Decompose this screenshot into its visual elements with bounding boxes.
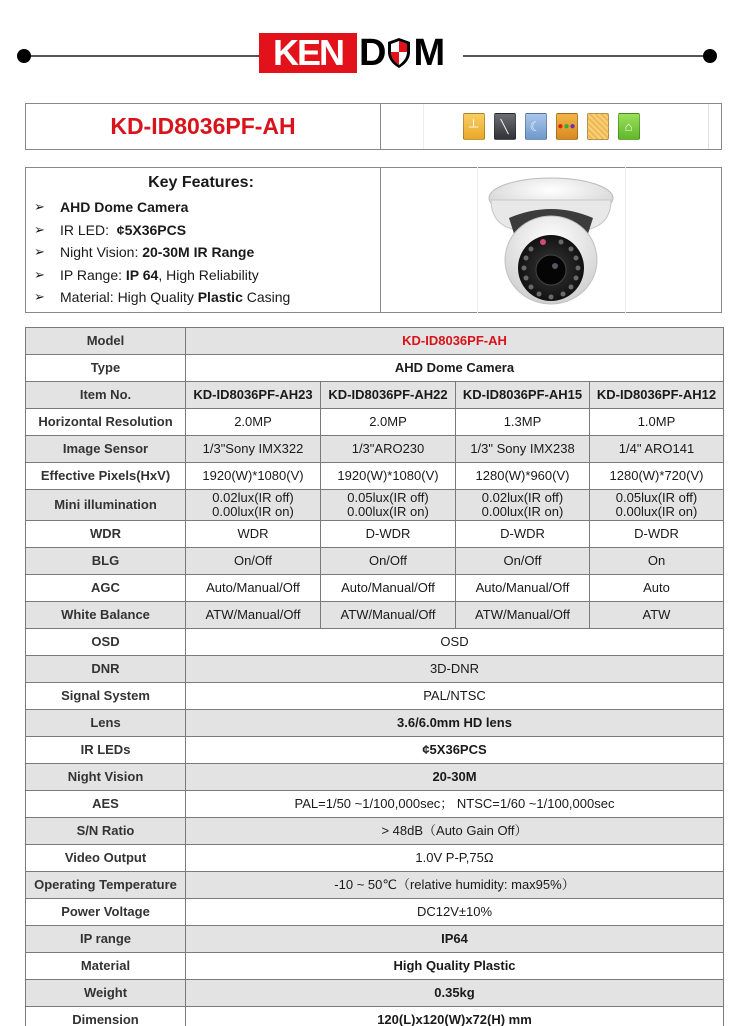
table-row bbox=[26, 737, 724, 764]
row-label: BLG bbox=[26, 548, 186, 575]
row-label: Item No. bbox=[26, 382, 186, 409]
table-row bbox=[26, 926, 724, 953]
feature-text: , High Reliability bbox=[158, 266, 259, 283]
table-cell: 1/3"Sony IMX322 bbox=[186, 436, 321, 463]
feature-text: Material: High Quality bbox=[60, 289, 198, 305]
illum-ir-on: 0.00lux(IR on) bbox=[615, 504, 698, 519]
table-cell: 3D-DNR bbox=[186, 656, 724, 683]
row-label: Model bbox=[26, 328, 186, 355]
feature-item bbox=[34, 241, 380, 264]
table-cell: ATW/Manual/Off bbox=[456, 602, 590, 629]
row-label: IR LEDs bbox=[26, 737, 186, 764]
feature-item bbox=[34, 286, 380, 309]
illum-ir-on: 0.00lux(IR on) bbox=[212, 504, 294, 519]
logo-dom-text bbox=[357, 33, 444, 73]
row-label: OSD bbox=[26, 629, 186, 656]
texture-icon bbox=[587, 113, 609, 140]
feature-item bbox=[34, 264, 380, 287]
table-row bbox=[26, 953, 724, 980]
table-row bbox=[26, 382, 724, 409]
table-cell: 3.6/6.0mm HD lens bbox=[186, 710, 724, 737]
mount-icon: ┴ bbox=[463, 113, 485, 140]
illum-ir-off: 0.05lux(IR off) bbox=[347, 490, 429, 505]
outdoor-icon: ⌂ bbox=[618, 113, 640, 140]
shield-icon bbox=[386, 37, 412, 69]
table-cell: WDR bbox=[186, 521, 321, 548]
row-label: Type bbox=[26, 355, 186, 382]
feature-item bbox=[34, 196, 380, 219]
table-cell: > 48dB（Auto Gain Off） bbox=[186, 818, 724, 845]
arrow-bullet-icon: ➢ bbox=[34, 199, 45, 214]
camera-product-image bbox=[477, 167, 626, 313]
key-features-list bbox=[34, 196, 380, 309]
table-row bbox=[26, 980, 724, 1007]
row-label: Image Sensor bbox=[26, 436, 186, 463]
kendom-logo bbox=[259, 33, 463, 73]
row-label: Power Voltage bbox=[26, 899, 186, 926]
feature-text: IR LED: bbox=[60, 221, 117, 238]
table-cell: Auto/Manual/Off bbox=[456, 575, 590, 602]
row-label: Dimension bbox=[26, 1007, 186, 1026]
table-cell: On bbox=[590, 548, 724, 575]
table-cell: 1/3" Sony IMX238 bbox=[456, 436, 590, 463]
feature-bold-text: ¢5X36PCS bbox=[116, 221, 187, 238]
table-cell: 1280(W)*720(V) bbox=[590, 463, 724, 490]
table-row bbox=[26, 764, 724, 791]
model-title: KD-ID8036PF-AH bbox=[26, 104, 381, 149]
table-row bbox=[26, 436, 724, 463]
table-cell: 1/3"ARO230 bbox=[321, 436, 456, 463]
table-row bbox=[26, 872, 724, 899]
table-row bbox=[26, 845, 724, 872]
table-row bbox=[26, 1007, 724, 1026]
row-label: Effective Pixels(HxV) bbox=[26, 463, 186, 490]
table-cell: D-WDR bbox=[590, 521, 724, 548]
table-cell: On/Off bbox=[456, 548, 590, 575]
feature-item bbox=[34, 219, 380, 242]
key-features-heading: Key Features: bbox=[148, 174, 254, 191]
table-cell: 1920(W)*1080(V) bbox=[186, 463, 321, 490]
feature-bold-text: AHD Dome Camera bbox=[60, 199, 189, 215]
table-row bbox=[26, 629, 724, 656]
table-cell: 2.0MP bbox=[321, 409, 456, 436]
row-label: IP range bbox=[26, 926, 186, 953]
illum-ir-on: 0.00lux(IR on) bbox=[347, 504, 429, 519]
tool-icon: ╲ bbox=[494, 113, 516, 140]
feature-bold-text: 20-30M IR Range bbox=[142, 244, 255, 260]
feature-text: Casing bbox=[242, 289, 291, 305]
table-cell: 1/4" ARO141 bbox=[590, 436, 724, 463]
row-label: Horizontal Resolution bbox=[26, 409, 186, 436]
table-cell: 120(L)x120(W)x72(H) mm bbox=[186, 1007, 724, 1026]
table-row bbox=[26, 656, 724, 683]
table-cell: OSD bbox=[186, 629, 724, 656]
item-no-cell: KD-ID8036PF-AH22 bbox=[321, 382, 456, 409]
row-label: Lens bbox=[26, 710, 186, 737]
day-night-icon: ☾ bbox=[525, 113, 547, 140]
table-cell: -10 ~ 50℃（relative humidity: max95%） bbox=[186, 872, 724, 899]
table-cell: On/Off bbox=[321, 548, 456, 575]
illum-ir-off: 0.02lux(IR off) bbox=[481, 490, 564, 505]
illum-ir-off: 0.02lux(IR off) bbox=[212, 490, 294, 505]
table-cell bbox=[321, 490, 456, 521]
table-row bbox=[26, 355, 724, 382]
table-row bbox=[26, 899, 724, 926]
row-label: WDR bbox=[26, 521, 186, 548]
feature-text: Night Vision: bbox=[60, 244, 143, 260]
dome-camera-icon bbox=[481, 170, 621, 310]
table-cell: On/Off bbox=[186, 548, 321, 575]
logo-ken-text: KEN bbox=[259, 33, 357, 73]
table-cell: ATW/Manual/Off bbox=[321, 602, 456, 629]
item-no-cell: KD-ID8036PF-AH15 bbox=[456, 382, 590, 409]
row-label: Material bbox=[26, 953, 186, 980]
table-row bbox=[26, 521, 724, 548]
illum-ir-on: 0.00lux(IR on) bbox=[481, 504, 564, 519]
table-cell bbox=[456, 490, 590, 521]
rgb-icon: ● ● ● bbox=[556, 113, 578, 140]
key-features-box bbox=[25, 167, 722, 313]
row-label: Night Vision bbox=[26, 764, 186, 791]
spec-table bbox=[25, 327, 724, 1026]
divider-dot-right bbox=[703, 49, 717, 63]
logo-letter-d: D bbox=[359, 32, 386, 74]
table-cell: 20-30M bbox=[186, 764, 724, 791]
row-label: Weight bbox=[26, 980, 186, 1007]
feature-text: IP Range: bbox=[60, 266, 126, 283]
table-cell bbox=[590, 490, 724, 521]
table-cell: Auto bbox=[590, 575, 724, 602]
row-label: Mini illumination bbox=[26, 490, 186, 521]
table-row bbox=[26, 409, 724, 436]
logo-letter-m: M bbox=[413, 32, 445, 74]
row-label: Operating Temperature bbox=[26, 872, 186, 899]
table-row bbox=[26, 710, 724, 737]
table-cell: Auto/Manual/Off bbox=[321, 575, 456, 602]
arrow-bullet-icon: ➢ bbox=[34, 266, 45, 282]
table-cell: 1280(W)*960(V) bbox=[456, 463, 590, 490]
table-cell: 1.0V P-P,75Ω bbox=[186, 845, 724, 872]
feature-bold-text: Plastic bbox=[197, 289, 243, 305]
table-cell: 1.0MP bbox=[590, 409, 724, 436]
table-cell: PAL=1/50 ~1/100,000sec； NTSC=1/60 ~1/100,000sec bbox=[186, 791, 724, 818]
row-label: AES bbox=[26, 791, 186, 818]
row-label: Video Output bbox=[26, 845, 186, 872]
table-cell: PAL/NTSC bbox=[186, 683, 724, 710]
table-cell: 1.3MP bbox=[456, 409, 590, 436]
table-row bbox=[26, 683, 724, 710]
row-label: DNR bbox=[26, 656, 186, 683]
table-row bbox=[26, 575, 724, 602]
table-cell: D-WDR bbox=[321, 521, 456, 548]
table-row bbox=[26, 328, 724, 355]
table-row bbox=[26, 791, 724, 818]
row-label: White Balance bbox=[26, 602, 186, 629]
item-no-cell: KD-ID8036PF-AH23 bbox=[186, 382, 321, 409]
table-cell: 2.0MP bbox=[186, 409, 321, 436]
model-title-box bbox=[25, 103, 722, 150]
table-row bbox=[26, 602, 724, 629]
table-cell: Auto/Manual/Off bbox=[186, 575, 321, 602]
model-value: KD-ID8036PF-AH bbox=[186, 328, 724, 355]
arrow-bullet-icon: ➢ bbox=[34, 221, 45, 237]
table-cell: DC12V±10% bbox=[186, 899, 724, 926]
table-row bbox=[26, 818, 724, 845]
feature-bold-text: IP 64 bbox=[125, 266, 159, 283]
table-row bbox=[26, 548, 724, 575]
table-row bbox=[26, 490, 724, 521]
table-row bbox=[26, 463, 724, 490]
table-cell: ATW/Manual/Off bbox=[186, 602, 321, 629]
table-cell: High Quality Plastic bbox=[186, 953, 724, 980]
table-cell: D-WDR bbox=[456, 521, 590, 548]
table-cell bbox=[186, 490, 321, 521]
item-no-cell: KD-ID8036PF-AH12 bbox=[590, 382, 724, 409]
type-value: AHD Dome Camera bbox=[186, 355, 724, 382]
table-cell: ATW bbox=[590, 602, 724, 629]
table-cell: ¢5X36PCS bbox=[186, 737, 724, 764]
feature-icons bbox=[381, 104, 721, 149]
table-cell: 0.35kg bbox=[186, 980, 724, 1007]
row-label: AGC bbox=[26, 575, 186, 602]
arrow-bullet-icon: ➢ bbox=[34, 289, 45, 304]
divider-dot-left bbox=[17, 49, 31, 63]
row-label: Signal System bbox=[26, 683, 186, 710]
table-cell: IP64 bbox=[186, 926, 724, 953]
illum-ir-off: 0.05lux(IR off) bbox=[615, 490, 698, 505]
row-label: S/N Ratio bbox=[26, 818, 186, 845]
arrow-bullet-icon: ➢ bbox=[34, 244, 45, 259]
table-cell: 1920(W)*1080(V) bbox=[321, 463, 456, 490]
